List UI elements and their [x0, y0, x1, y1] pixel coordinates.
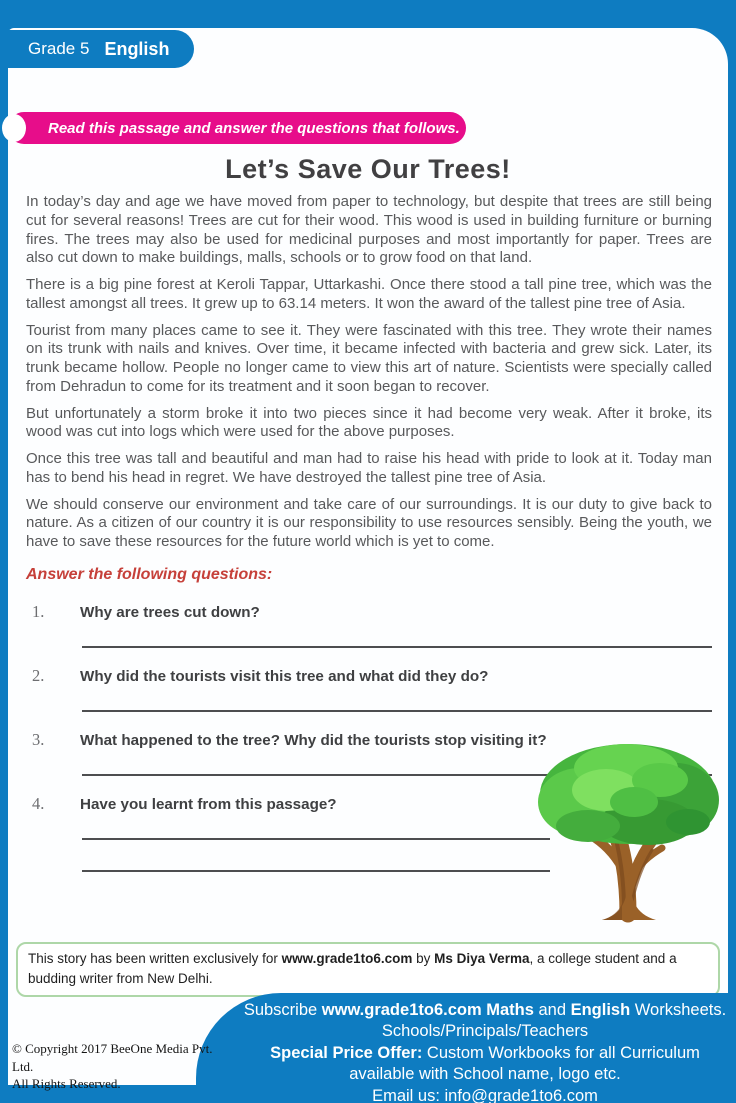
- instruction-text: Read this passage and answer the questions that follows.: [48, 119, 460, 137]
- footer-email-line[interactable]: Email us: info@grade1to6.com: [372, 1086, 598, 1103]
- copyright-notice: [12, 1040, 222, 1093]
- grade-label: Grade 5: [28, 39, 90, 58]
- question-text: What happened to the tree? Why did the tourists stop visiting it?: [80, 731, 547, 749]
- passage-paragraph: Tourist from many places came to see it. They were fascinated with this tree. They wrote their names on its trunk with nails and knives. Over time, it became infected with bacteria and grew sick. Later, its trunk became hollow. People no longer came to view this art of nature. Scientists were specially called from Dehradun to come for its treatment and it soon began to recover.: [26, 321, 712, 395]
- questions-heading: Answer the following questions:: [26, 565, 273, 583]
- passage-paragraph: In today’s day and age we have moved from paper to technology, but despite that trees are still being cut for several reasons! Trees are cut for their wood. This wood is used in building furniture or burning fires. The trees may also be used for medicinal purposes and most importantly for paper. Trees are also cut down to make buildings, malls, schools or to grow food on that land.: [26, 193, 712, 267]
- passage-paragraph: We should conserve our environment and take care of our surroundings. It is our duty to give back to nature. As a citizen of our country it is our responsibility to use resources sensibly. Being the youth, we have to save these resources for the future world which is yet to come.: [26, 495, 712, 550]
- note-text: , a college student and a budding writer from New Delhi.: [28, 951, 677, 987]
- question-text: Why did the tourists visit this tree and what did they do?: [80, 667, 489, 685]
- banner-oval-icon: [2, 114, 26, 142]
- grade-subject-badge: [8, 30, 194, 68]
- answer-line[interactable]: [82, 646, 712, 648]
- copyright-line: All Rights Reserved.: [12, 1076, 121, 1092]
- footer-text: and: [533, 1001, 571, 1019]
- passage-paragraph: But unfortunately a storm broke it into two pieces since it had become very weak. After it broke, its wood was cut into logs which were used for the above purposes.: [26, 404, 712, 441]
- copyright-line: © Copyright 2017 BeeOne Media Pvt. Ltd.: [12, 1041, 213, 1074]
- footer-audience-line: Schools/Principals/Teachers: [381, 1022, 589, 1041]
- footer-subscribe-line: [242, 1000, 728, 1021]
- author-note: [16, 942, 720, 997]
- question-text: Have you learnt from this passage?: [80, 795, 337, 813]
- footer-text: Custom Workbooks for all Curriculum available with School name, logo etc.: [349, 1043, 700, 1084]
- question-number: 4.: [32, 793, 45, 813]
- instruction-banner: [8, 112, 466, 144]
- passage-body: [8, 193, 728, 552]
- question-number: 3.: [32, 729, 45, 749]
- answer-line[interactable]: [82, 838, 550, 840]
- question-number: 2.: [32, 665, 45, 685]
- footer-offer-label: Special Price Offer:: [270, 1043, 423, 1062]
- question-number: 1.: [32, 601, 45, 621]
- note-site: www.grade1to6.com: [281, 951, 413, 966]
- passage-paragraph: Once this tree was tall and beautiful and man had to raise his head with pride to look at it. Today man has to bend his head in regret. We have destroyed the tallest pine tree of Asia.: [26, 450, 712, 486]
- footer-text: Worksheets.: [630, 1001, 727, 1019]
- footer-offer-line: [242, 1043, 728, 1086]
- footer-text: Subscribe: [243, 1001, 322, 1019]
- answer-line[interactable]: [82, 870, 550, 872]
- passage-paragraph: There is a big pine forest at Keroli Tappar, Uttarkashi. Once there stood a tall pine tree, which was the tallest amongst all trees. It grew up to 63.14 meters. It won the award of the tallest pine tree of Asia.: [26, 276, 712, 312]
- question-1: [26, 602, 712, 648]
- question-2: [26, 666, 712, 712]
- subject-label: English: [104, 38, 170, 59]
- footer-banner: [196, 993, 736, 1103]
- note-author: Ms Diya Verma: [434, 951, 530, 966]
- answer-line[interactable]: [82, 710, 712, 712]
- content-panel: [8, 28, 728, 1085]
- tree-icon: [528, 738, 728, 923]
- footer-site-link[interactable]: www.grade1to6.com Maths: [321, 1001, 534, 1019]
- note-text: by: [412, 951, 435, 966]
- question-text: Why are trees cut down?: [80, 603, 260, 621]
- note-text: This story has been written exclusively for: [28, 951, 282, 966]
- passage-title: Let’s Save Our Trees!: [225, 154, 511, 184]
- footer-text: English: [570, 1001, 631, 1019]
